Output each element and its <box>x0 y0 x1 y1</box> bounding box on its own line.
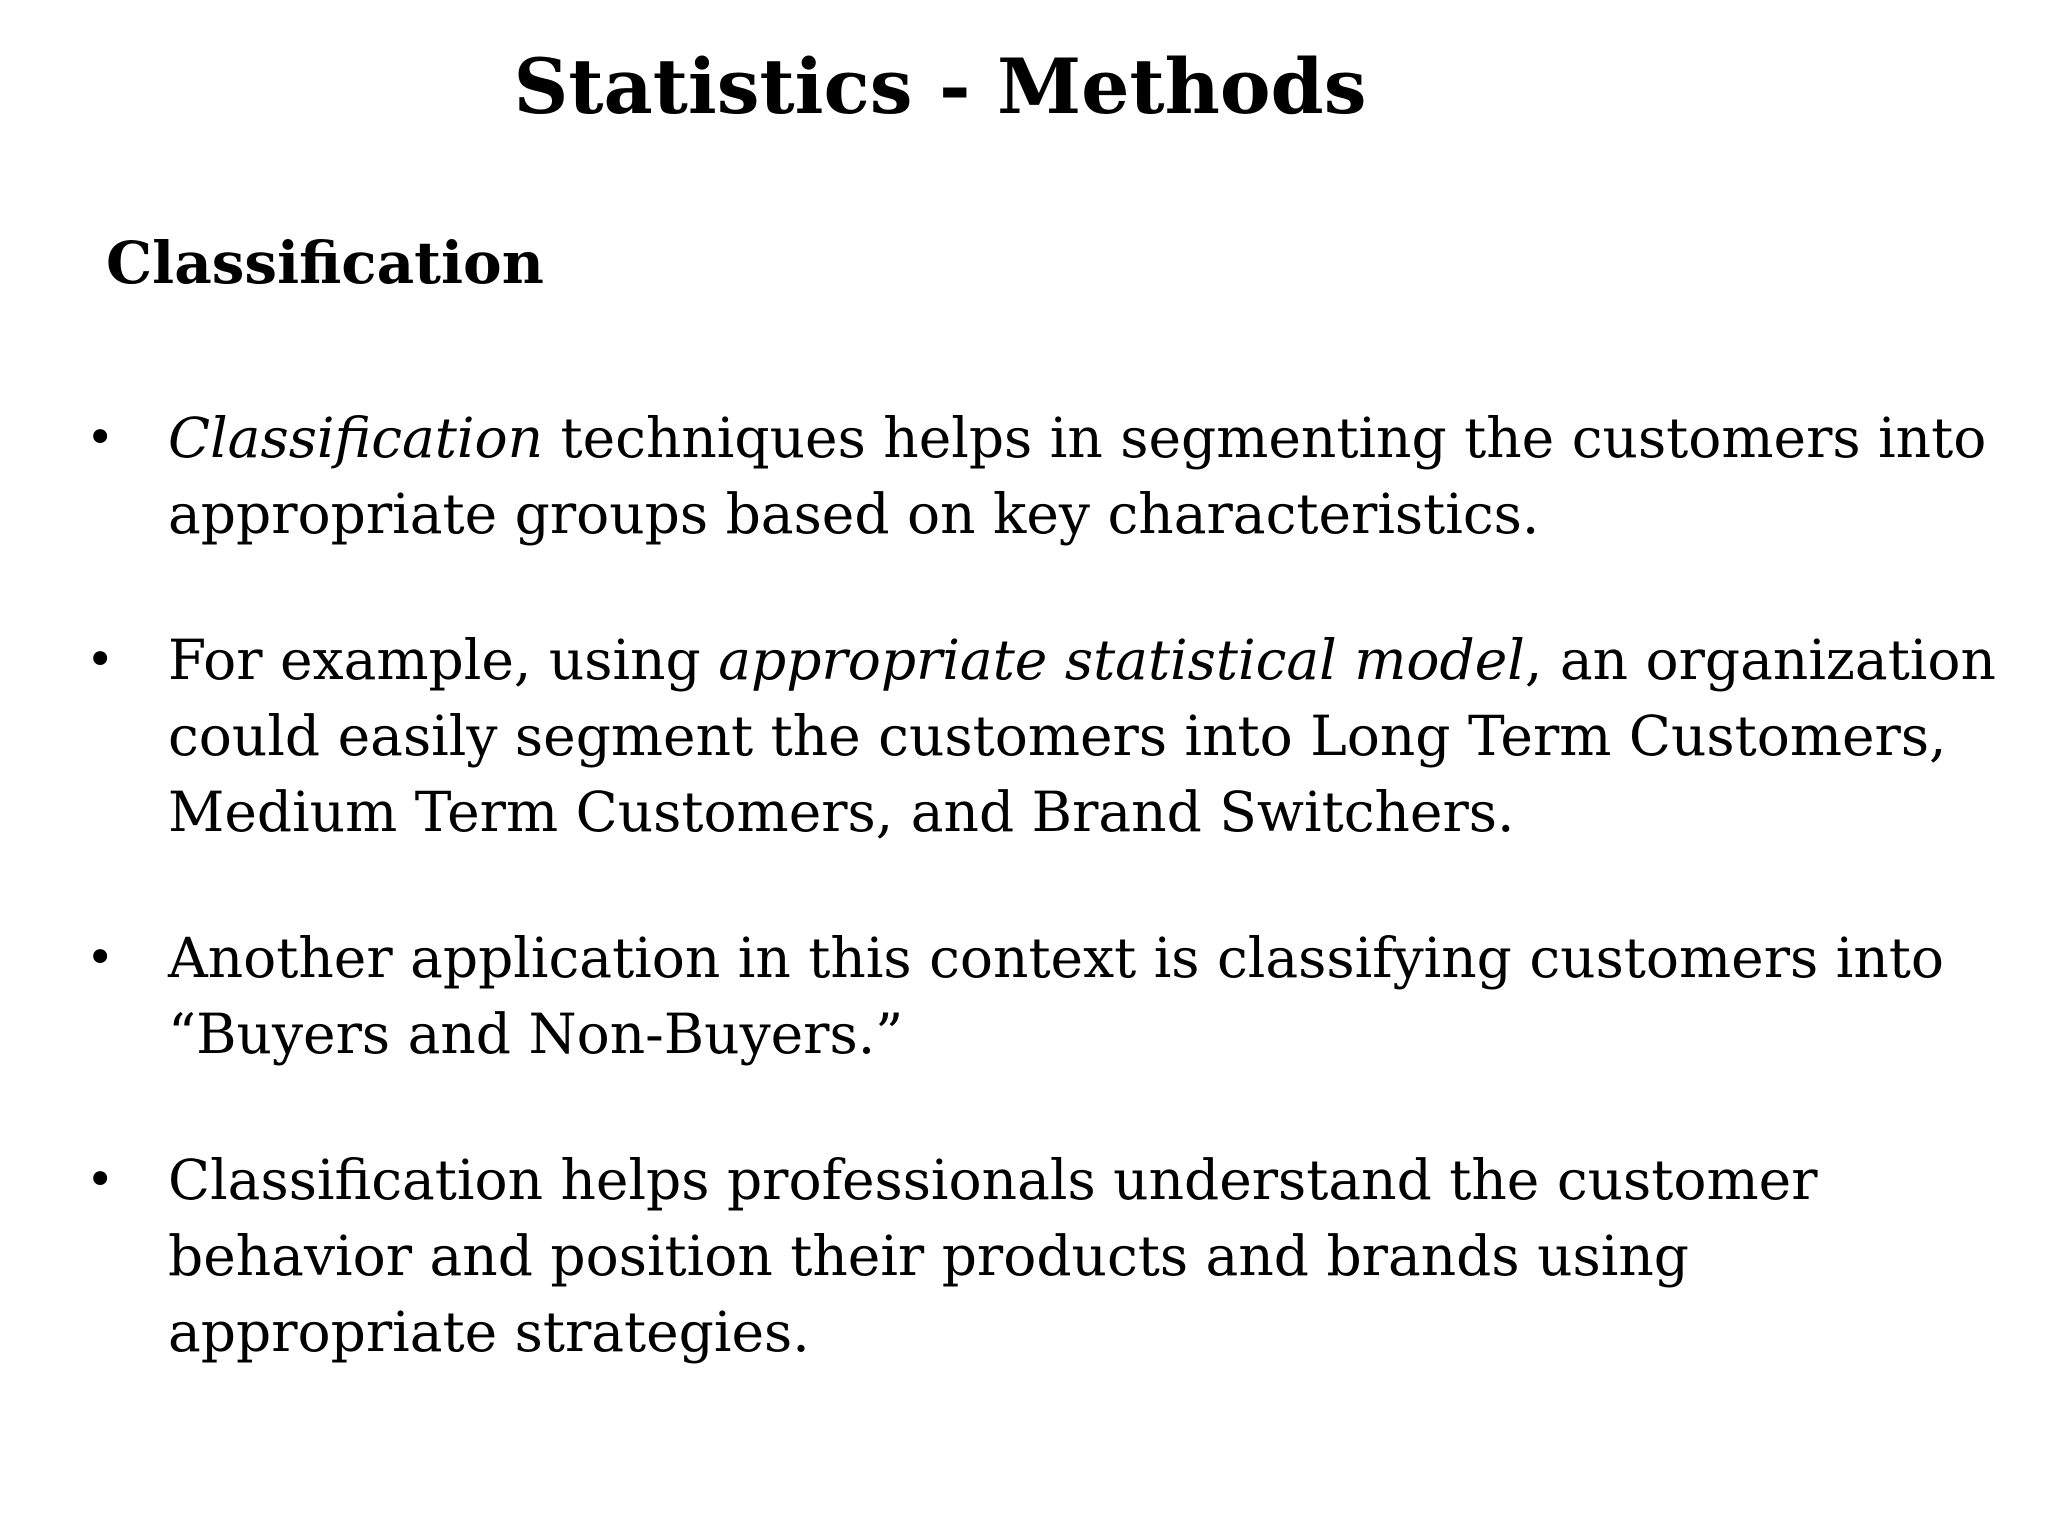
bullet-item <box>86 920 2016 1072</box>
bullet-list <box>86 400 2016 1370</box>
bullet-emphasis: Classification <box>168 406 544 470</box>
bullet-icon: • <box>86 930 115 986</box>
bullet-text: Another application in this context is classifying customers into “Buyers and Non-Buyers.” <box>168 926 1944 1066</box>
bullet-emphasis: appropriate statistical model <box>718 628 1525 692</box>
slide-title: Statistics - Methods <box>513 42 1367 131</box>
bullet-item <box>86 622 2016 850</box>
bullet-icon: • <box>86 410 115 466</box>
bullet-text: techniques helps in segmenting the customers into appropriate groups based on key characteristics. <box>168 406 1987 546</box>
slide-subtitle: Classification <box>106 229 544 297</box>
bullet-icon: • <box>86 1152 115 1208</box>
bullet-icon: • <box>86 632 115 688</box>
bullet-text: , an organization could easily segment the customers into Long Term Customers, Medium Term Customers, and Brand Switchers. <box>168 628 1996 844</box>
bullet-item <box>86 400 2016 552</box>
bullet-text: Classification helps professionals understand the customer behavior and position their products and brands using appropriate strategies. <box>168 1148 1818 1364</box>
bullet-text: For example, using <box>168 628 719 692</box>
bullet-item <box>86 1142 2016 1370</box>
